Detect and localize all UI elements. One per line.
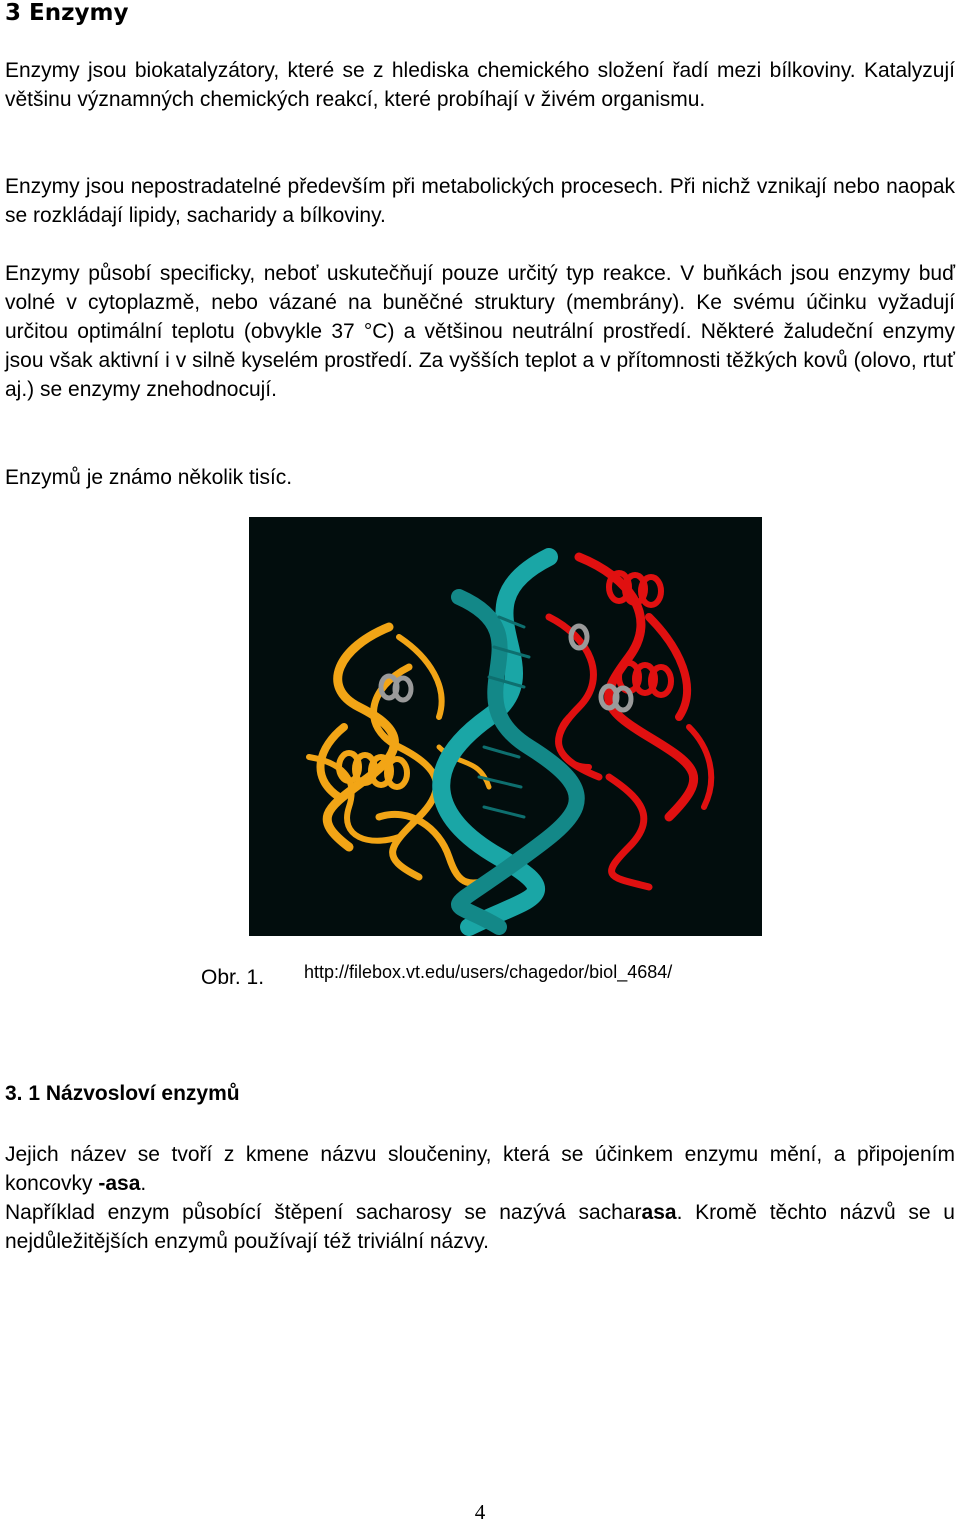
naming-rule-text: Jejich název se tvoří z kmene názvu sloučeniny, která se účinkem enzymu mění, a připojením koncovky [5, 1143, 955, 1195]
naming-example-text: Například enzym působící štěpení sacharosy se nazývá sachar [5, 1201, 642, 1224]
paragraph-naming-example [5, 1198, 955, 1256]
naming-example-suffix: asa [641, 1201, 677, 1224]
paragraph-metabolism: Enzymy jsou nepostradatelné především při metabolických procesech. Při nichž vznikají nebo naopak se rozkládají lipidy, sacharidy a bílkoviny. [5, 175, 955, 227]
figure-label: Obr. 1. [201, 966, 265, 989]
paragraph-naming-rule [5, 1140, 955, 1198]
paragraph-definition: Enzymy jsou biokatalyzátory, které se z hlediska chemického složení řadí mezi bílkoviny. Katalyzují většinu významných chemických reakcí, které probíhají v živém organismu. [5, 59, 955, 111]
section-heading: 3. 1 Názvosloví enzymů [5, 1082, 240, 1105]
naming-rule-end: . [140, 1172, 147, 1195]
enzyme-ribbon-illustration [249, 517, 762, 936]
paragraph-specificity: Enzymy působí specificky, neboť uskutečňují pouze určitý typ reakce. V buňkách jsou enzymy buď volné v cytoplazmě, nebo vázané na buněčné struktury (membrány). Ke svému účinku vyžadují určitou optimální teplotu (obvykle 37 °C) a většinou neutrální prostředí. Některé žaludeční enzymy jsou však aktivní i v silně kyselém prostředí. Za vyšších teplot a v přítomnosti těžkých kovů (olovo, rtuť aj.) se enzymy znehodnocují. [5, 262, 955, 401]
figure-source-url: http://filebox.vt.edu/users/chagedor/biol_4684/ [304, 962, 673, 982]
page-number: 4 [474, 1500, 486, 1524]
naming-rule-suffix: -asa [98, 1172, 141, 1195]
chapter-heading: 3 Enzymy [5, 0, 129, 26]
paragraph-count: Enzymů je známo několik tisíc. [5, 466, 293, 489]
enzyme-structure-image [249, 517, 762, 936]
naming-example-end: . Kromě těchto názvů se u nejdůležitějších enzymů používají též triviální názvy. [5, 1201, 955, 1253]
